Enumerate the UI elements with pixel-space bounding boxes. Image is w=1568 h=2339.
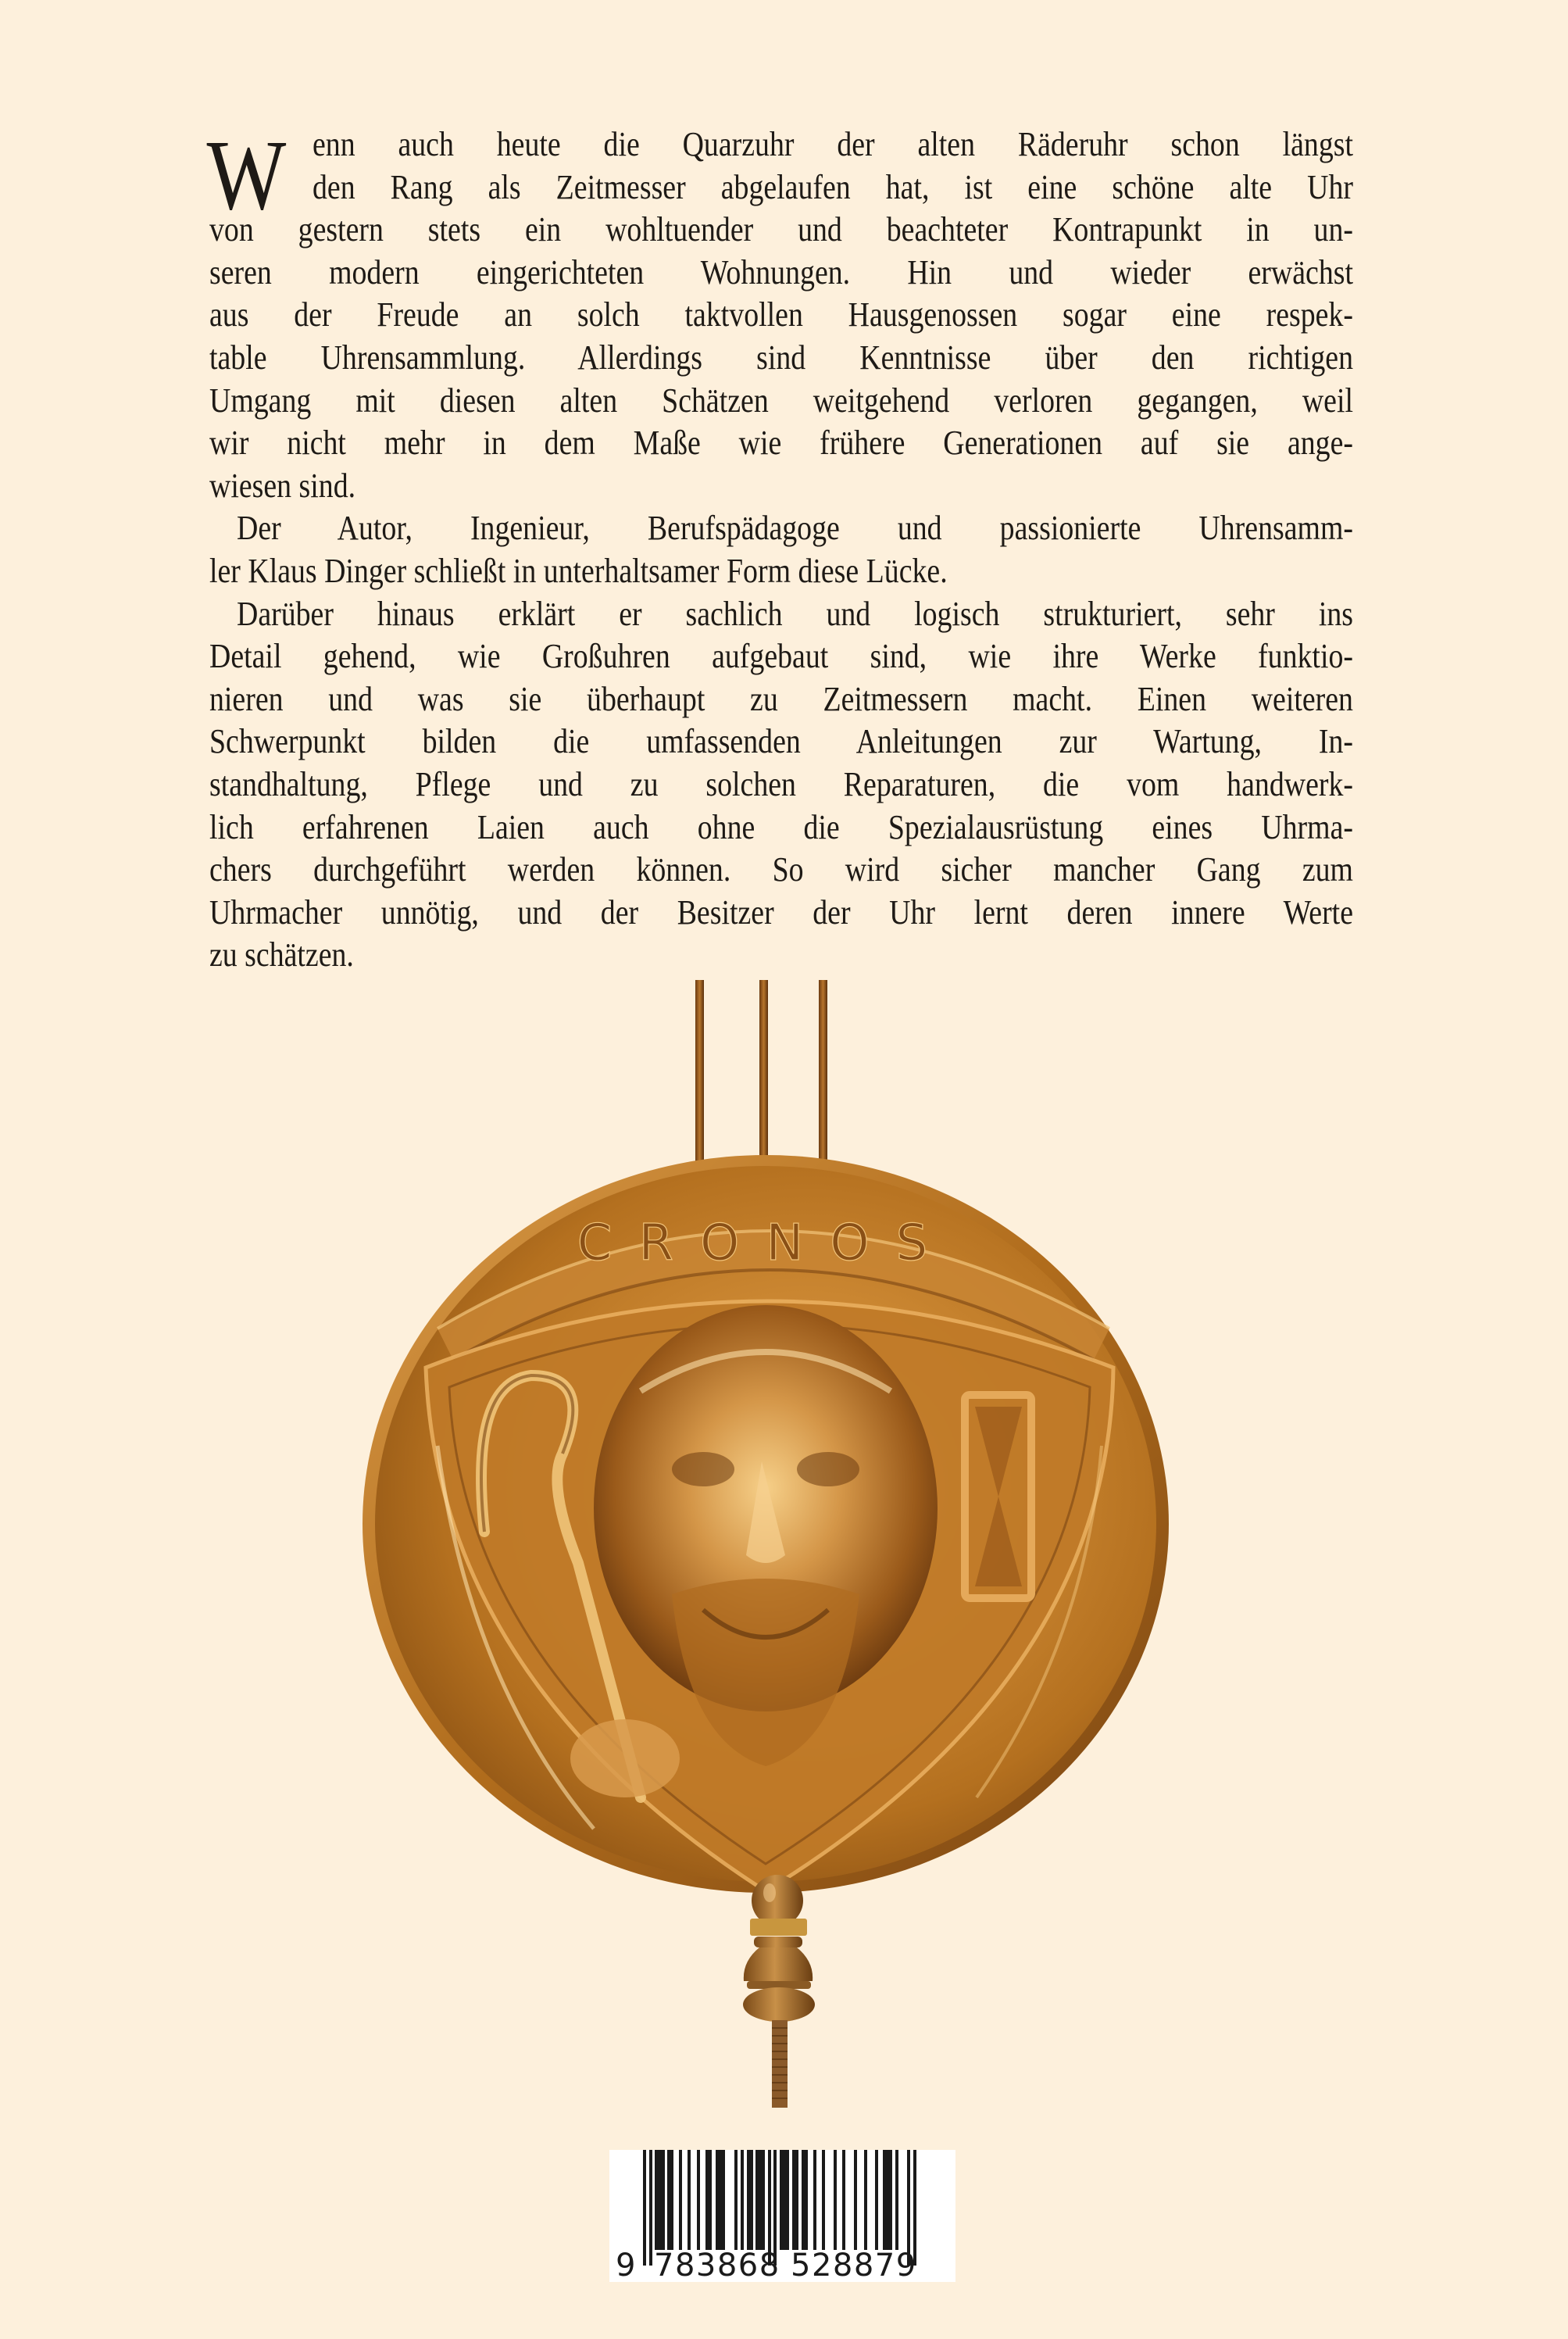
blurb-line: Detail gehend, wie Großuhren aufgebaut sind, wie ihre Werke funktio-: [209, 637, 1353, 676]
blurb-line-text: den Rang als Zeitmesser abgelaufen hat, ist eine schöne alte Uhr: [312, 167, 1353, 206]
blurb-line: seren modern eingerichteten Wohnungen. Hin und wieder erwächst: [209, 252, 1353, 291]
blurb-line: von gestern stets ein wohltuender und beachteter Kontrapunkt in un-: [209, 210, 1353, 249]
blurb-line: standhaltung, Pflege und zu solchen Reparaturen, die vom handwerk-: [209, 764, 1353, 803]
blurb-line: nieren und was sie überhaupt zu Zeitmessern macht. Einen weiteren: [209, 679, 1353, 718]
blurb-line: aus der Freude an solch taktvollen Hausgenossen sogar eine respek-: [209, 295, 1353, 334]
blurb-line: wiesen sind.: [209, 466, 356, 505]
blurb-line-text: enn auch heute die Quarzuhr der alten Räderuhr schon längst: [312, 125, 1353, 163]
blurb-line: ler Klaus Dinger schließt in unterhaltsamer Form diese Lücke.: [209, 551, 948, 590]
blurb-line: Uhrmacher unnötig, und der Besitzer der Uhr lernt deren innere Werte: [209, 892, 1353, 932]
pendulum-adjustment-nut: [743, 1875, 815, 2108]
blurb-line: Darüber hinaus erklärt er sachlich und logisch strukturiert, sehr ins: [236, 594, 1353, 633]
pendulum-rods: [695, 980, 827, 1171]
isbn-right-group: 528879: [791, 2248, 917, 2284]
isbn-number: [609, 2248, 955, 2283]
pendulum-inscription: CRONOS: [577, 1214, 955, 1272]
blurb-line: lich erfahrenen Laien auch ohne die Spezialausrüstung eines Uhrma-: [209, 807, 1353, 846]
isbn-left-group: 783868: [654, 2248, 780, 2284]
isbn-barcode: [609, 2150, 955, 2282]
blurb-line: chers durchgeführt werden können. So wird sicher mancher Gang zum: [209, 850, 1353, 889]
drop-cap: W: [206, 120, 287, 231]
blurb-line: wir nicht mehr in dem Maße wie frühere Generationen auf sie ange-: [209, 424, 1353, 463]
blurb-line: Der Autor, Ingenieur, Berufspädagoge und passionierte Uhrensamm-: [236, 509, 1353, 548]
isbn-first-digit: 9: [616, 2248, 636, 2284]
blurb-line: table Uhrensammlung. Allerdings sind Kenntnisse über den richtigen: [209, 338, 1353, 377]
blurb-line: Umgang mit diesen alten Schätzen weitgehend verloren gegangen, weil: [209, 381, 1353, 420]
blurb-line: Schwerpunkt bilden die umfassenden Anleitungen zur Wartung, In-: [209, 722, 1353, 761]
pendulum-disc: [363, 1155, 1169, 1893]
blurb-line: zu schätzen.: [209, 935, 354, 975]
